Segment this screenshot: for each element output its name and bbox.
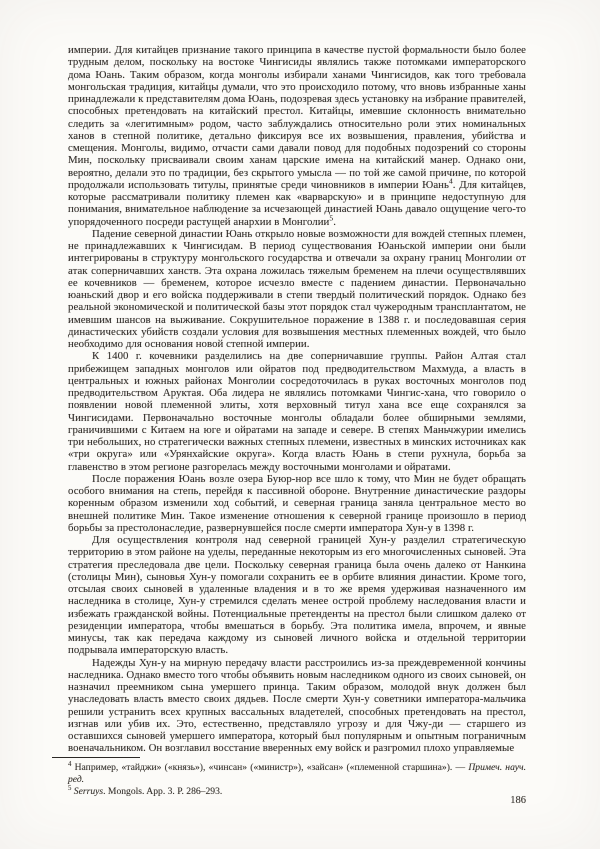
footnote-5-text: . Mongols. App. 3. P. 286–293. — [103, 786, 223, 798]
paragraph: Надежды Хун-у на мирную передачу власти расстроились из-за преждевременной кончины наследника. Однако вместо того чтобы объявить новым наследником одного из своих сыновей, он назначил преемником сына умершего принца. Таким образом, молодой внук должен был унаследовать власть вместо своих дядьев. После смерти Хун-у советники императора-мальчика решили устранить всех крупных вассальных владетелей, способных претендовать на престол, изгнав или убив их. Это, естественно, представляло угрозу и для Чжу-ди — старшего из оставшихся сыновей умершего императора, который был популярным и опытным пограничным военачальником. Он возглавил восстание вверенных ему войск и разгромил плохо управляемые — [68, 656, 526, 755]
paragraph-text: . — [333, 215, 336, 228]
paragraph: Для осуществления контроля над северной границей Хун-у разделил стратегическую территорию в этом районе на уделы, переданные некоторым из его многочисленных сыновей. Эта стратегия преследовала две цели. Поскольку северная граница была очень далеко от Нанкина (столицы Мин), сыновья Хун-у помогали сохранить ее в орбите влияния династии. Кроме того, отсылая своих сыновей в удаленные владения и в то же время удерживая назначенного им наследника в столице, Хун-у стремился сделать менее острой проблему наследования власти и избежать гражданской войны. Потенциальные претенденты на престол были слишком далеко от резиденции императора, чтобы вмешаться в борьбу. Эта политика имела, впрочем, и явные минусы, так как передача каждому из сыновей личного войска и отдельной территории подрывала императорскую власть. — [68, 534, 526, 657]
text-block — [68, 44, 526, 755]
paragraph: Падение северной династии Юань открыло новые возможности для вождей степных племен, не принадлежавших к Чингисидам. В период существования Юаньской империи они были интегрированы в структуру монгольского государства и отвечали за охрану границ Монголии от атак соперничавших ханств. Эта охрана ложилась тяжелым бременем на плечи осуществлявших ее кочевников — бременем, которое исчезло вместе с падением династии. Первоначально юаньский двор и его войска поддерживали в степи твердый политический порядок. Однако без реальной экономической и политической базы этот порядок стал чужеродным трансплантатом, не имевшим шансов на выживание. Сокрушительное поражение в 1388 г. и последовавшая серия династических убийств создали условия для возвышения местных племенных вождей, что было необходимо для основания новой степной империи. — [68, 227, 526, 350]
paragraph: После поражения Юань возле озера Буюр-нор все шло к тому, что Мин не будет обращать особого внимания на степь, перейдя к пассивной обороне. Внутренние династические раздоры коренным образом изменили ход событий, и северная граница заняла центральное место во внешней политике Мин. Такое изменение отношения к северной границе произошло в период борьбы за престолонаследие, развернувшейся после смерти императора Хун-у в 1398 г. — [68, 472, 526, 534]
footnote-ref-5: 5 — [329, 212, 334, 222]
footnote-4-text: Например, «тайджи» («князь»), «чинсан» («министр»), «зайсан» («племенной старшина»). — — [71, 762, 469, 774]
footnote-ref-4: 4 — [448, 176, 453, 186]
footnote-5-marker: 5 — [68, 785, 72, 793]
paragraph — [68, 44, 526, 228]
page-number: 186 — [510, 795, 526, 806]
footnote-5-author: Serruys — [71, 786, 104, 798]
footnote-4-marker: 4 — [68, 761, 72, 769]
paragraph-text: . Для китайцев, которые рассматривали политику племен как «варварскую» и в принципе недоступную для понимания, внимательное наблюдение за исчезающей династией Юань давало ощущение чего-то упорядоченного посреди растущей анархии в Монголии — [68, 178, 526, 228]
footnotes — [52, 757, 526, 798]
paragraph-text: империи. Для китайцев признание такого принципа в качестве пустой формальности было более трудным делом, поскольку на востоке Чингисиды являлись также потомками императорского дома Юань. Таким образом, когда монголы избирали ханами Чингисидов, как того требовала монгольская традиция, китайцы думали, что это происходило потому, что вновь избранные ханы принадлежали к представителям дома Юань, подозревая здесь установку на избрание правителей, способных претендовать на китайский престол. Китайцы, имевшие склонность внимательно следить за «легитимным» родом, часто заблуждались относительно роли этих номинальных ханов в степной политике, детально фиксируя все их возвышения, правления, убийства и смещения. Монголы, видимо, отчасти сами давали повод для подобных подозрений со стороны Мин, поскольку присваивали своим ханам царские имена на китайский манер. Однако они, вероятно, делали это по традиции, без скрытого умысла — по той же самой причине, по которой продолжали использовать титулы, принятые среди чиновников в империи Юань — [68, 44, 526, 191]
paragraph: К 1400 г. кочевники разделились на две соперничавшие группы. Район Алтая стал прибежищем западных монголов или ойратов под предводительством Махмуда, а власть в центральных и южных районах Монголии сосредоточилась в руках восточных монголов под предводительством Аруктая. Оба лидера не являлись потомками Чингис-хана, что говорило о появлении новой племенной элиты, хотя верховный титул хана все еще сохранялся за Чингисидами. Первоначально восточные монголы обладали более обширными землями, граничившими с Китаем на юге и ойратами на западе и севере. В степях Маньчжурии имелись три небольших, но стратегически важных степных племени, известных в минских источниках как «три округа» или «Урянхайские округа». Когда власть Юань в степи рухнула, борьба за главенство в этом регионе разгорелась между восточными монголами и ойратами. — [68, 350, 526, 473]
footnote-4 — [52, 762, 526, 786]
footnote-4-editor-note: Примеч. науч. ред. — [68, 762, 526, 786]
footnote-5 — [52, 786, 526, 798]
footnote-separator — [52, 757, 140, 758]
